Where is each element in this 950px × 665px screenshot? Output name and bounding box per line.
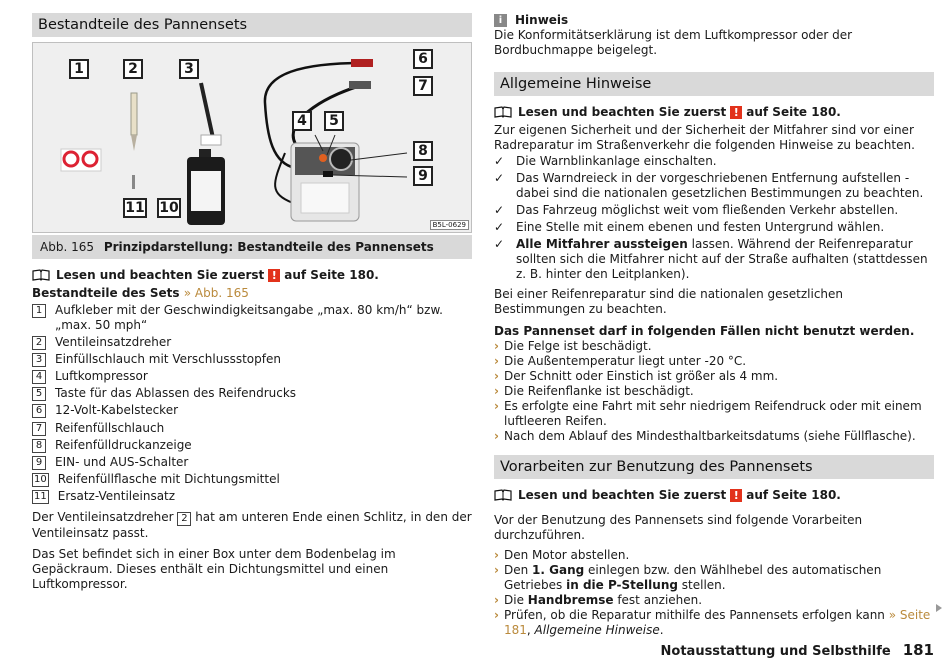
checklist-text: Eine Stelle mit einem ebenen und festen Untergrund wählen. (516, 220, 885, 234)
read-note-text: Lesen und beachten Sie zuerst (518, 488, 727, 502)
number-box: 6 (32, 404, 46, 418)
warning-icon: ! (730, 489, 742, 502)
safety-checklist (494, 154, 934, 282)
checklist-text: Das Fahrzeug möglichst weit vom fließenden Verkehr abstellen. (516, 203, 899, 217)
item-text: Reifenfülldruckanzeige (55, 437, 192, 452)
item-text: EIN- und AUS-Schalter (55, 454, 189, 469)
left-column (32, 13, 472, 592)
read-note-text: Lesen und beachten Sie zuerst (518, 105, 727, 119)
fig-label-3: 3 (179, 59, 199, 79)
checklist-item (494, 171, 934, 201)
hose-end (349, 81, 371, 89)
paragraph-valve-tool (32, 510, 472, 541)
list-item (32, 438, 472, 453)
checkmark-icon: ✓ (494, 203, 505, 217)
caption-text: Prinzipdarstellung: Bestandteile des Pannensets (103, 240, 434, 254)
preparation-intro: Vor der Benutzung des Pannensets sind folgende Vorarbeiten durchzuführen. (494, 513, 863, 542)
read-note (32, 268, 472, 282)
list-item (494, 354, 934, 369)
fig-label-2: 2 (123, 59, 143, 79)
components-list (32, 303, 472, 504)
item-text: Ersatz-Ventileinsatz (57, 488, 176, 503)
valve-tool-tip (131, 135, 137, 151)
list-item (32, 369, 472, 384)
fig-label-9: 9 (413, 166, 433, 186)
number-box: 3 (32, 353, 46, 367)
para-text: hat am unteren Ende einen Schlitz, in den der Ventileinsatz passt. (32, 509, 472, 540)
general-intro: Zur eigenen Sicherheit und der Sicherheit der Mitfahrer sind vor einer Radreparatur im Straßenverkehr die folgenden Hinweise zu beachten. (494, 123, 915, 152)
checklist-text: Alle Mitfahrer aussteigen lassen. Während der Reifenreparatur sollten sich die Mitfahrer nicht auf der Straße aufhalten (stattdessen z. B. hinter den Leitplanken). (516, 237, 928, 281)
list-item (32, 421, 472, 436)
list-item (494, 548, 934, 563)
list-text: Nach dem Ablauf des Mindesthaltbarkeitsdatums (siehe Füllflasche). (504, 429, 916, 443)
number-box: 5 (32, 387, 46, 401)
list-item (494, 399, 934, 429)
list-text: Der Schnitt oder Einstich ist größer als 4 mm. (504, 369, 779, 383)
right-column (494, 13, 934, 638)
hint-title: Hinweis (515, 13, 569, 27)
section-title-components: Bestandteile des Pannensets (32, 13, 472, 37)
inline-number-box: 2 (177, 512, 191, 526)
list-text: Es erfolgte eine Fahrt mit sehr niedrigem Reifendruck oder mit einem luftleeren Reifen. (504, 399, 922, 428)
arrow-icon: › (494, 384, 499, 398)
list-item (32, 455, 472, 470)
number-box: 11 (34, 490, 47, 502)
checkmark-icon: ✓ (494, 154, 505, 168)
step-text: Den 1. Gang einlegen bzw. den Wählhebel des automatischen Getriebes in die P-Stellung stellen. (504, 563, 882, 592)
number-box: 10 (34, 473, 47, 485)
checklist-item (494, 237, 934, 282)
step-text: Prüfen, ob die Reparatur mithilfe des Pannensets erfolgen kann » Seite 181, Allgemeine Hinweise. (504, 608, 931, 637)
figure-repair-kit (32, 42, 472, 233)
page-footer (661, 641, 934, 659)
read-note-text: Lesen und beachten Sie zuerst (56, 268, 265, 282)
checkmark-icon: ✓ (494, 237, 505, 251)
list-item (494, 429, 934, 444)
arrow-icon: › (494, 548, 499, 562)
list-item (494, 563, 934, 593)
arrow-icon: › (494, 593, 499, 607)
info-icon: i (494, 14, 507, 27)
step-text: Den Motor abstellen. (504, 548, 630, 562)
warning-icon: ! (268, 269, 280, 282)
not-use-list (494, 339, 934, 444)
cable-loop (275, 153, 293, 203)
hint-heading (494, 13, 934, 27)
hint-text: Die Konformitätserklärung ist dem Luftkompressor oder der Bordbuchmappe beigelegt. (494, 28, 853, 57)
checklist-text: Das Warndreieck in der vorgeschriebenen Entfernung aufstellen - dabei sind die nationalen gesetzlichen Bestimmungen zu beachten. (516, 171, 924, 200)
repair-kit-illustration (33, 43, 473, 234)
figure-code: B5L-0629 (430, 220, 469, 230)
list-item (32, 403, 472, 418)
list-item (32, 472, 472, 487)
fig-label-8: 8 (413, 141, 433, 161)
list-item (32, 386, 472, 401)
fig-label-7: 7 (413, 76, 433, 96)
list-item (494, 608, 934, 638)
arrow-icon: › (494, 339, 499, 353)
checklist-item (494, 154, 934, 169)
section-title-general: Allgemeine Hinweise (494, 72, 934, 96)
number-box: 1 (32, 304, 46, 318)
item-text: Ventileinsatzdreher (55, 335, 172, 350)
not-use-heading: Das Pannenset darf in folgenden Fällen nicht benutzt werden. (494, 324, 915, 338)
book-icon (494, 106, 512, 118)
bottle-label (191, 171, 221, 211)
list-item (32, 489, 472, 504)
list-item (494, 339, 934, 354)
arrow-icon: › (494, 354, 499, 368)
fig-label-11: 11 (123, 198, 147, 218)
read-note-link[interactable]: auf Seite 180. (746, 488, 841, 502)
item-text: Reifenfüllschlauch (55, 420, 165, 435)
number-box: 8 (32, 439, 46, 453)
read-note-link[interactable]: auf Seite 180. (284, 268, 379, 282)
arrow-icon: › (494, 429, 499, 443)
compressor-label (301, 183, 349, 213)
list-text: Die Felge ist beschädigt. (504, 339, 652, 353)
sticker-right (83, 152, 97, 166)
figure-caption (32, 235, 472, 259)
item-text: Reifenfüllflasche mit Dichtungsmittel (57, 471, 280, 486)
item-text: Aufkleber mit der Geschwindigkeitsangabe „max. 80 km/h“ bzw. „max. 50 mph“ (55, 303, 443, 332)
number-box: 9 (32, 456, 46, 470)
release-button (319, 154, 327, 162)
list-item (32, 352, 472, 367)
read-note (494, 488, 934, 502)
arrow-icon: › (494, 563, 499, 577)
fig-label-4: 4 (292, 111, 312, 131)
book-icon (32, 269, 50, 281)
arrow-icon: › (494, 369, 499, 383)
valve-tool-shaft (131, 93, 137, 135)
list-text: Die Reifenflanke ist beschädigt. (504, 384, 694, 398)
fig-label-1: 1 (69, 59, 89, 79)
item-text: 12-Volt-Kabelstecker (55, 403, 179, 418)
arrow-icon: › (494, 399, 499, 413)
caption-number: Abb. 165 (40, 240, 94, 254)
read-note (494, 105, 934, 119)
subheading-ref-link[interactable]: » Abb. 165 (183, 286, 249, 300)
item-text: Einfüllschlauch mit Verschlussstopfen (55, 352, 281, 367)
chapter-title: Notausstattung und Selbsthilfe (660, 644, 891, 659)
number-box: 7 (32, 422, 46, 436)
list-item (32, 335, 472, 350)
item-text: Luftkompressor (55, 369, 148, 384)
fig-label-5: 5 (324, 111, 344, 131)
fig-label-10: 10 (157, 198, 181, 218)
checklist-text: Die Warnblinkanlage einschalten. (516, 154, 717, 168)
read-note-link[interactable]: auf Seite 180. (746, 105, 841, 119)
subheading-text: Bestandteile des Sets (32, 286, 180, 300)
checkmark-icon: ✓ (494, 171, 505, 185)
step-text: Die Handbremse fest anziehen. (504, 593, 703, 607)
preparation-steps (494, 548, 934, 638)
list-item (32, 303, 472, 333)
power-switch (323, 171, 333, 177)
section-title-preparation: Vorarbeiten zur Benutzung des Pannensets (494, 455, 934, 479)
book-icon (494, 489, 512, 501)
number-box: 4 (32, 370, 46, 384)
list-item (494, 369, 934, 384)
paragraph-storage: Das Set befindet sich in einer Box unter dem Bodenbelag im Gepäckraum. Dieses enthält ein Dichtungsmittel und einen Luftkompressor. (32, 546, 396, 591)
page-number: 181 (902, 641, 934, 659)
components-subheading (32, 286, 472, 300)
filler-hose-cap (201, 135, 221, 145)
checklist-item (494, 220, 934, 235)
sticker-left (64, 152, 78, 166)
checkmark-icon: ✓ (494, 220, 505, 234)
list-item (494, 384, 934, 399)
list-text: Die Außentemperatur liegt unter -20 °C. (504, 354, 747, 368)
checklist-item (494, 203, 934, 218)
national-rules-text: Bei einer Reifenreparatur sind die nationalen gesetzlichen Bestimmungen zu beachten. (494, 287, 844, 316)
item-text: Taste für das Ablassen des Reifendrucks (55, 386, 297, 401)
continue-arrow-icon (936, 604, 942, 612)
plug-12v (351, 59, 373, 67)
pressure-gauge (330, 148, 352, 170)
number-box: 2 (32, 336, 46, 350)
filler-hose (201, 83, 213, 138)
para-text: Der Ventileinsatzdreher (32, 509, 174, 524)
list-item (494, 593, 934, 608)
fig-label-6: 6 (413, 49, 433, 69)
page-ref-link[interactable]: » Seite 181 (504, 608, 931, 637)
warning-icon: ! (730, 106, 742, 119)
spare-valve (132, 175, 135, 189)
arrow-icon: › (494, 608, 499, 622)
